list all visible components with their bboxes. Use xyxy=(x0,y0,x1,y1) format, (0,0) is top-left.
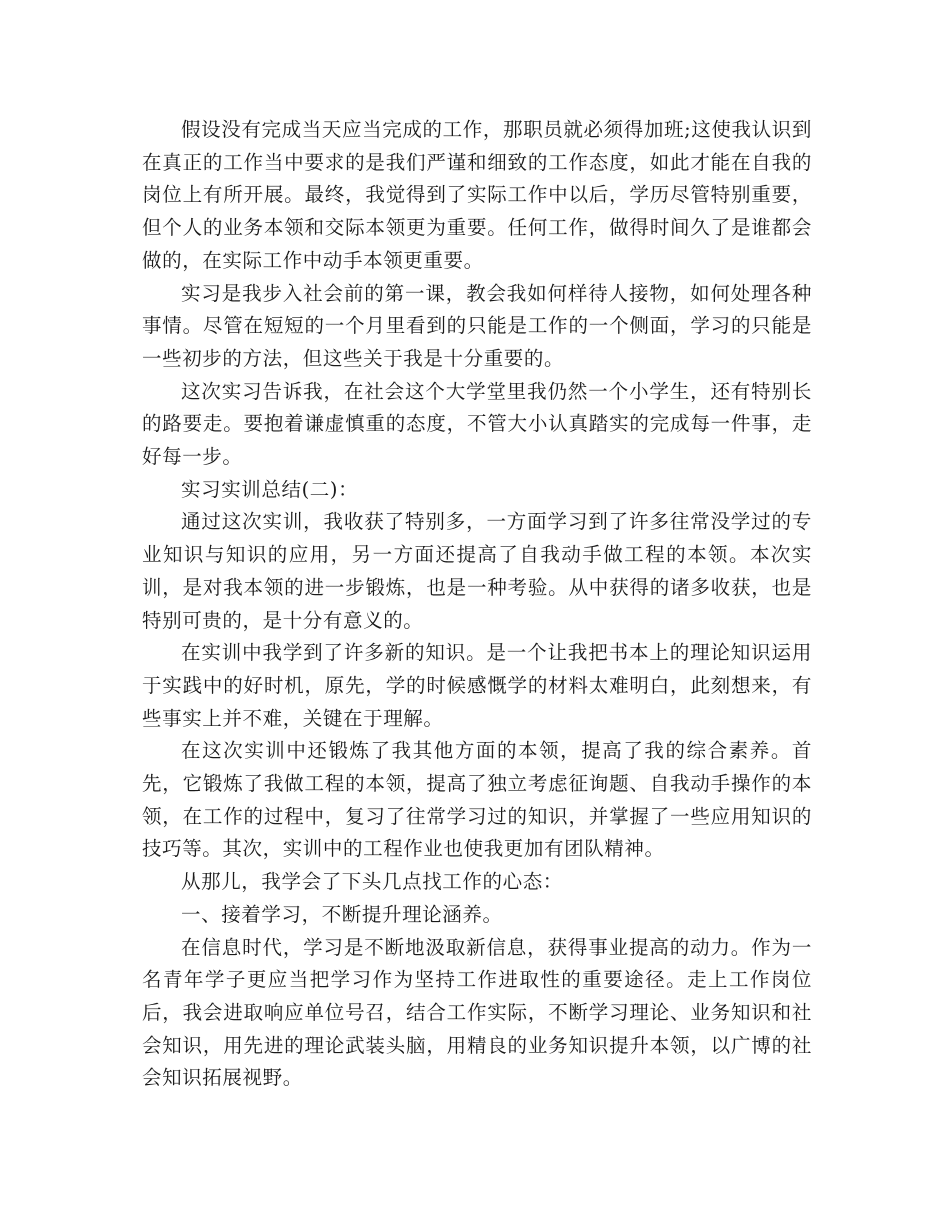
paragraph: 在实训中我学到了许多新的知识。是一个让我把书本上的理论知识运用于实践中的好时机，原先，学的时候感慨学的材料太难明白，此刻想来，有些事实上并不难，关键在于理解。 xyxy=(142,641,812,730)
document-body xyxy=(142,114,812,1095)
paragraph: 假设没有完成当天应当完成的工作，那职员就必须得加班;这使我认识到在真正的工作当中要求的是我们严谨和细致的工作态度，如此才能在自我的岗位上有所开展。最终，我觉得到了实际工作中以后，学历尽管特别重要，但个人的业务本领和交际本领更为重要。任何工作，做得时间久了是谁都会做的，在实际工作中动手本领更重要。 xyxy=(142,118,812,272)
paragraph: 实习是我步入社会前的第一课，教会我如何样待人接物，如何处理各种事情。尽管在短短的一个月里看到的只能是工作的一个侧面，学习的只能是一些初步的方法，但这些关于我是十分重要的。 xyxy=(142,281,812,370)
paragraph: 在这次实训中还锻炼了我其他方面的本领，提高了我的综合素养。首先，它锻炼了我做工程的本领，提高了独立考虑征询题、自我动手操作的本领，在工作的过程中，复习了往常学习过的知识，并掌握了一些应用知识的技巧等。其次，实训中的工程作业也使我更加有团队精神。 xyxy=(142,739,812,861)
list-heading: 一、接着学习，不断提升理论涵养。 xyxy=(181,902,503,926)
paragraph: 这次实习告诉我，在社会这个大学堂里我仍然一个小学生，还有特别长的路要走。要抱着谦虚慎重的态度，不管大小认真踏实的完成每一件事，走好每一步。 xyxy=(142,379,812,469)
section-heading: 实习实训总结(二)： xyxy=(181,477,359,501)
paragraph: 通过这次实训，我收获了特别多，一方面学习到了许多往常没学过的专业知识与知识的应用，另一方面还提高了自我动手做工程的本领。本次实训，是对我本领的进一步锻炼，也是一种考验。从中获得的诸多收获，也是特别可贵的，是十分有意义的。 xyxy=(142,510,812,632)
paragraph: 在信息时代，学习是不断地汲取新信息，获得事业提高的动力。作为一名青年学子更应当把学习作为坚持工作进取性的重要途径。走上工作岗位后，我会进取响应单位号召，结合工作实际，不断学习理论、业务知识和社会知识，用先进的理论武装头脑，用精良的业务知识提升本领，以广博的社会知识拓展视野。 xyxy=(142,935,812,1090)
paragraph: 从那儿，我学会了下头几点找工作的心态： xyxy=(181,870,563,894)
